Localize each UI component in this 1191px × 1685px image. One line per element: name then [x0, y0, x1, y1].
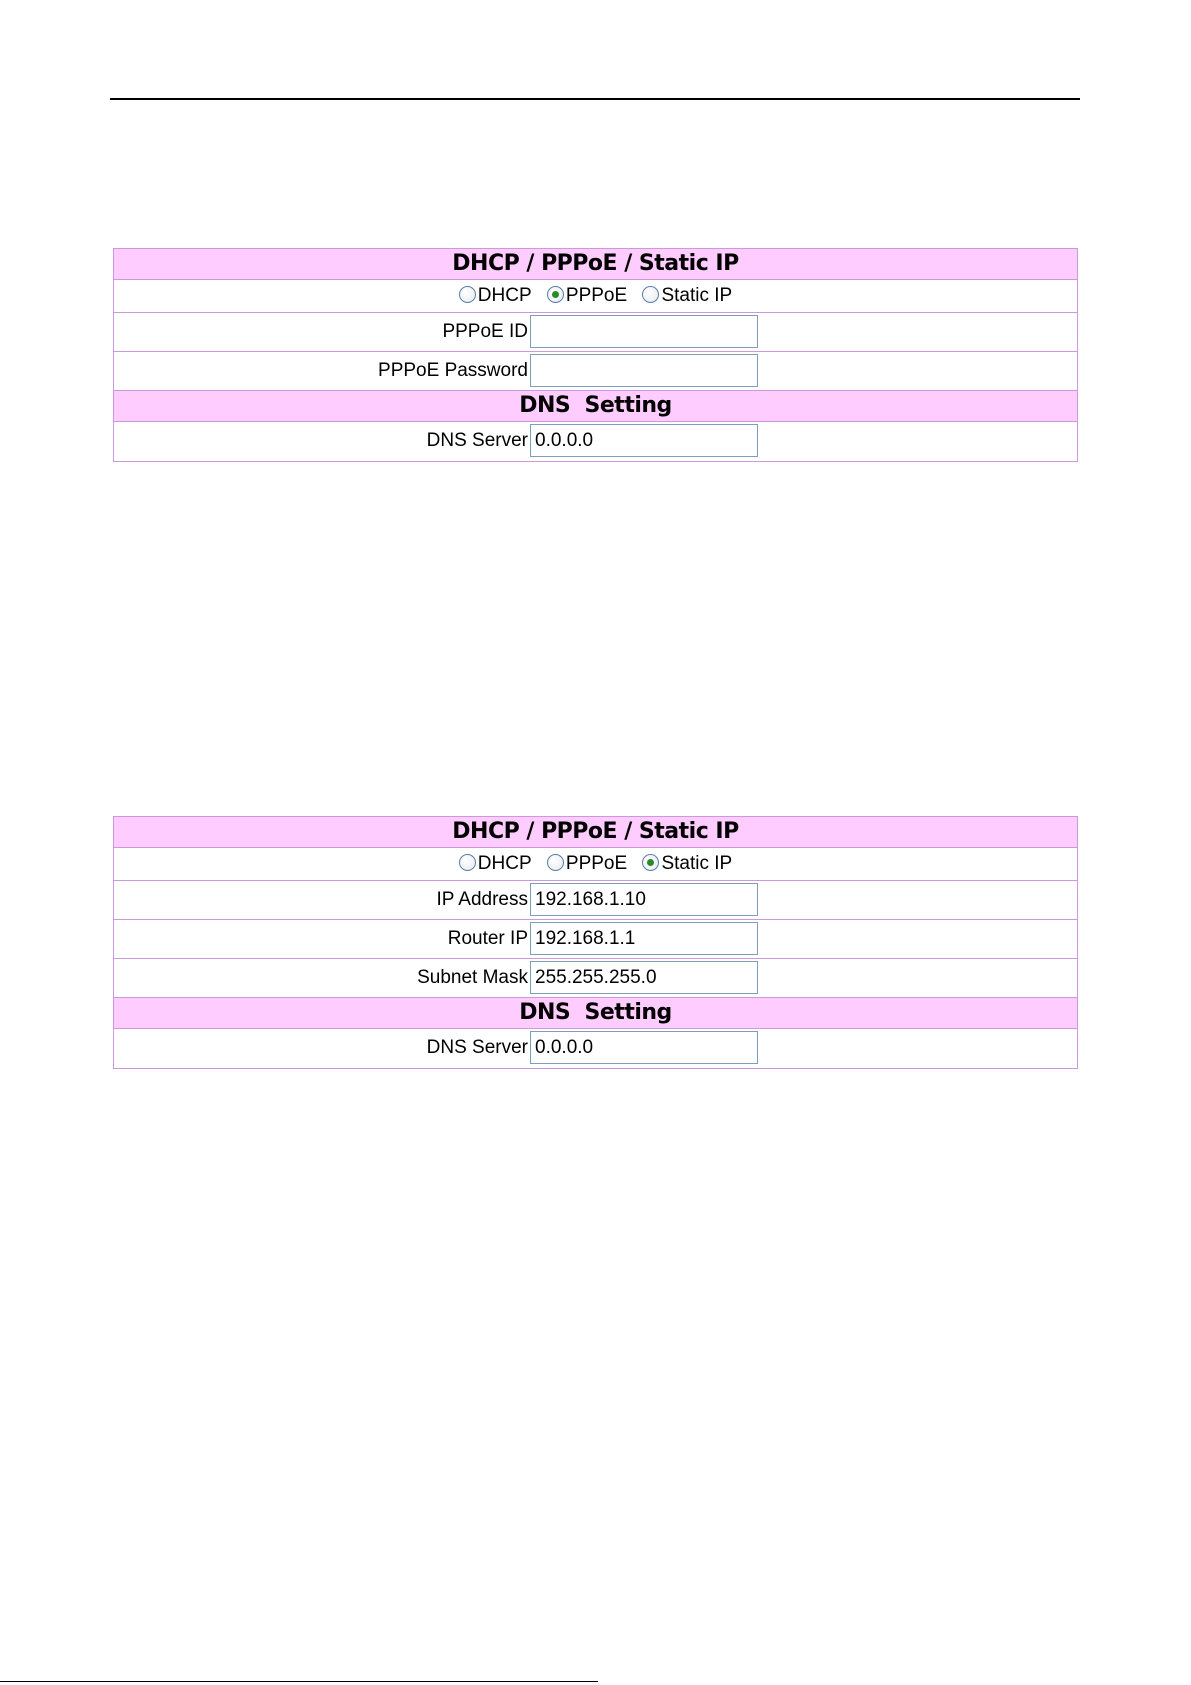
subnet-mask-input[interactable] — [530, 961, 758, 994]
router-ip-input[interactable] — [530, 922, 758, 955]
dns-server-input[interactable] — [530, 1031, 758, 1064]
radio-option-static-ip[interactable] — [642, 848, 732, 880]
radio-unchecked-icon[interactable] — [547, 854, 564, 871]
pppoe-password-label: PPPoE Password — [378, 360, 528, 381]
static-ip-settings-panel — [113, 816, 1078, 1069]
radio-option-static-ip[interactable] — [642, 280, 732, 312]
radio-label: Static IP — [661, 285, 733, 306]
radio-label: DHCP — [477, 285, 532, 306]
dns-server-input[interactable] — [530, 424, 758, 457]
subnet-mask-row — [114, 959, 1077, 998]
radio-option-dhcp[interactable] — [459, 848, 532, 880]
radio-unchecked-icon[interactable] — [459, 286, 476, 303]
pppoe-id-row — [114, 313, 1077, 352]
radio-label: PPPoE — [565, 853, 628, 874]
pppoe-password-input[interactable] — [530, 354, 758, 387]
pppoe-id-label: PPPoE ID — [442, 321, 528, 342]
footnote-rule — [0, 1681, 598, 1682]
connection-type-header: DHCP / PPPoE / Static IP — [114, 249, 1077, 280]
ip-address-row — [114, 881, 1077, 920]
connection-type-header: DHCP / PPPoE / Static IP — [114, 817, 1077, 848]
radio-option-pppoe[interactable] — [547, 848, 627, 880]
connection-type-radio-group — [114, 280, 1077, 313]
radio-option-pppoe[interactable] — [547, 280, 627, 312]
dns-server-row — [114, 422, 1077, 461]
dns-setting-header: DNS Setting — [114, 391, 1077, 422]
dns-server-label: DNS Server — [426, 430, 528, 451]
dns-server-label: DNS Server — [426, 1037, 528, 1058]
radio-label: DHCP — [477, 853, 532, 874]
radio-label: PPPoE — [565, 285, 628, 306]
ip-address-label: IP Address — [436, 889, 528, 910]
radio-option-dhcp[interactable] — [459, 280, 532, 312]
pppoe-password-row — [114, 352, 1077, 391]
radio-checked-icon[interactable] — [642, 854, 659, 871]
radio-label: Static IP — [661, 853, 733, 874]
radio-unchecked-icon[interactable] — [642, 286, 659, 303]
radio-checked-icon[interactable] — [547, 286, 564, 303]
pppoe-settings-panel — [113, 248, 1078, 462]
subnet-mask-label: Subnet Mask — [417, 967, 528, 988]
connection-type-radio-group — [114, 848, 1077, 881]
ip-address-input[interactable] — [530, 883, 758, 916]
dns-setting-header: DNS Setting — [114, 998, 1077, 1029]
pppoe-id-input[interactable] — [530, 315, 758, 348]
radio-unchecked-icon[interactable] — [459, 854, 476, 871]
router-ip-label: Router IP — [447, 928, 528, 949]
dns-server-row — [114, 1029, 1077, 1068]
router-ip-row — [114, 920, 1077, 959]
page-header-rule — [110, 98, 1080, 100]
